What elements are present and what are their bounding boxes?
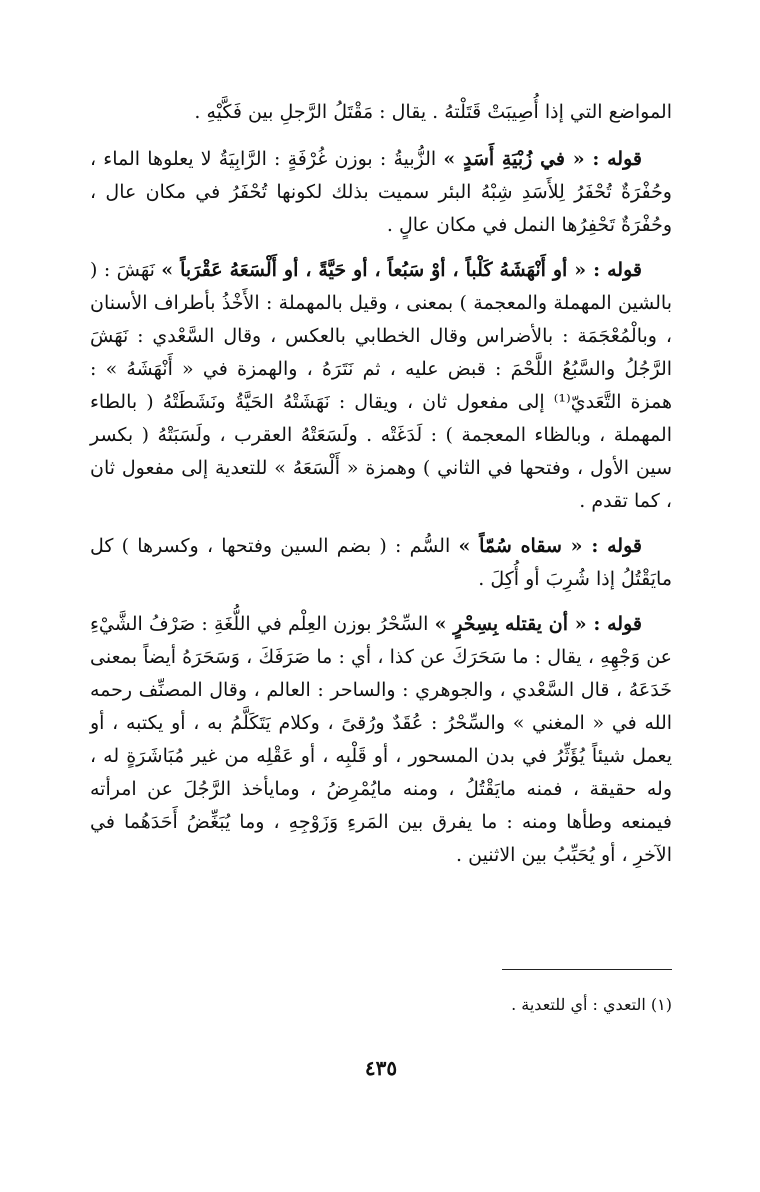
text-line: مايَقْتُلُ إذا شُرِبَ أو أُكِلَ . — [478, 568, 672, 590]
page-number: ٤٣٥ — [364, 1056, 398, 1080]
text-line: الرَّجُلَ عن امرأته فيمنعه وطأها ومنه : ما يفرق بين المَرءِ وَزَوْجِهِ ، — [90, 778, 672, 833]
paragraph-nahash — [90, 254, 672, 518]
text-line: السُّم : ( بضم السين وفتحها ، وكسرها ) كل — [90, 535, 459, 557]
text-line: وحُفْرَةٌ تُحْفَرُ لِلأَسَدِ شِبْهُ البئر سميت بذلك لكونها تُحْفَرُ في مكان عال ، — [90, 181, 672, 203]
text-line: السِّحْرُ بوزن العِلْم في اللُّغَةِ : صَرْفُ الشَّيْءِ — [90, 613, 435, 635]
text-line: السَّعْدي : نَهَشَ الرَّجُلُ والسَّبُعُ اللَّحْمَ : قبض عليه ، ثم نَتَرَهُ ، والهمزة في — [90, 325, 673, 380]
text-line: الأسنان ، وبالْمُعْجَمَة : بالأضراس وقال الخطابي بالعكس ، وقال — [90, 292, 672, 347]
text-line: من غير مُبَاشَرَةٍ له ، وله حقيقة ، فمنه مايَقْتُلُ ، ومنه مايُمْرِضُ ، ومايأخذ — [90, 745, 672, 800]
text-line: « أَنْهَشَهُ » : همزة التَّعَديّ⁽¹⁾ إلى مفعول ثان ، ويقال : نَهَشَتْهُ الحَيَّةُ — [90, 358, 672, 413]
footnote-divider — [502, 969, 672, 970]
quoted-term: قوله : « أو أَنْهَشَهُ كَلْباً ، أوْ سَبُعاً ، أو حَيَّةً ، أو أَلْسَعَهُ عَقْرَباً » — [161, 259, 642, 281]
text-line: المواضع التي إذا أُصِيبَتْ قَتَلْتهُ . يقال : مَقْتَلُ الرَّجلِ بين فَكَّيْهِ . — [194, 101, 672, 123]
paragraph-zubya — [90, 143, 672, 242]
text-line: المصنِّف رحمه الله في « المغني » والسِّحْرُ : عُقَدٌ ورُقىً ، وكلام يَتَكَلَّمُ — [90, 679, 673, 734]
quoted-term: قوله : « أن يقتله بِسِحْرٍ » — [434, 613, 642, 635]
text-line: العقرب ، ولَسَبَتْهُ ( بكسر سين الأول ، وفتحها في الثاني ) وهمزة — [90, 424, 673, 479]
text-line: ( بالشين المهملة والمعجمة ) بمعنى ، وقيل بالمهملة : الأَخْذُ بأطراف — [90, 259, 673, 314]
text-line: بمعنى خَدَعَهُ ، قال السَّعْدي ، والجوهري : والساحر : العالم ، وقال — [90, 646, 672, 701]
text-line: « أَلْسَعَهُ » للتعدية إلى مفعول ثان ، كما تقدم . — [90, 457, 672, 512]
paragraph-sihr — [90, 608, 672, 872]
text-line: به ، أو يكتبه ، أو يعمل شيئاً يُؤَثِّرُ في بدن المسحور ، أو قَلْبِه ، أو عَقْلِه — [90, 712, 672, 767]
quoted-term: قوله : « سقاه سُمّاً » — [458, 535, 642, 557]
text-line: الزُّبيةُ : بوزن غُرْفَةٍ : الرَّابِيَةُ لا يعلوها الماء ، — [90, 148, 444, 170]
paragraph-summ — [90, 530, 672, 596]
text-line: ونَشَطَتْهُ ( بالطاء المهملة ، وبالظاء المعجمة ) : لَدَغَتْه . ولَسَعَتْهُ — [90, 391, 673, 446]
paragraph-intro — [90, 96, 672, 129]
text-line: نَهَشَ : — [103, 259, 162, 281]
book-page — [90, 96, 672, 1192]
quoted-term: قوله : « في زُبْيَةِ أَسَدٍ » — [443, 148, 642, 170]
footnote: (١) التعدي : أي للتعدية . — [511, 995, 672, 1014]
text-line: وما يُبَغِّضُ أَحَدَهُما في الآخرِ ، أو يُحَبِّبُ بين الاثنين . — [90, 811, 672, 866]
text-line: وحُفْرَةٌ تَحْفِرُها النمل في مكان عالٍ . — [386, 214, 672, 236]
text-line: عن وَجْهِهِ ، يقال : ما سَحَرَكَ عن كذا ، أي : ما صَرَفَكَ ، وَسَحَرَهُ أيضاً — [143, 646, 672, 668]
